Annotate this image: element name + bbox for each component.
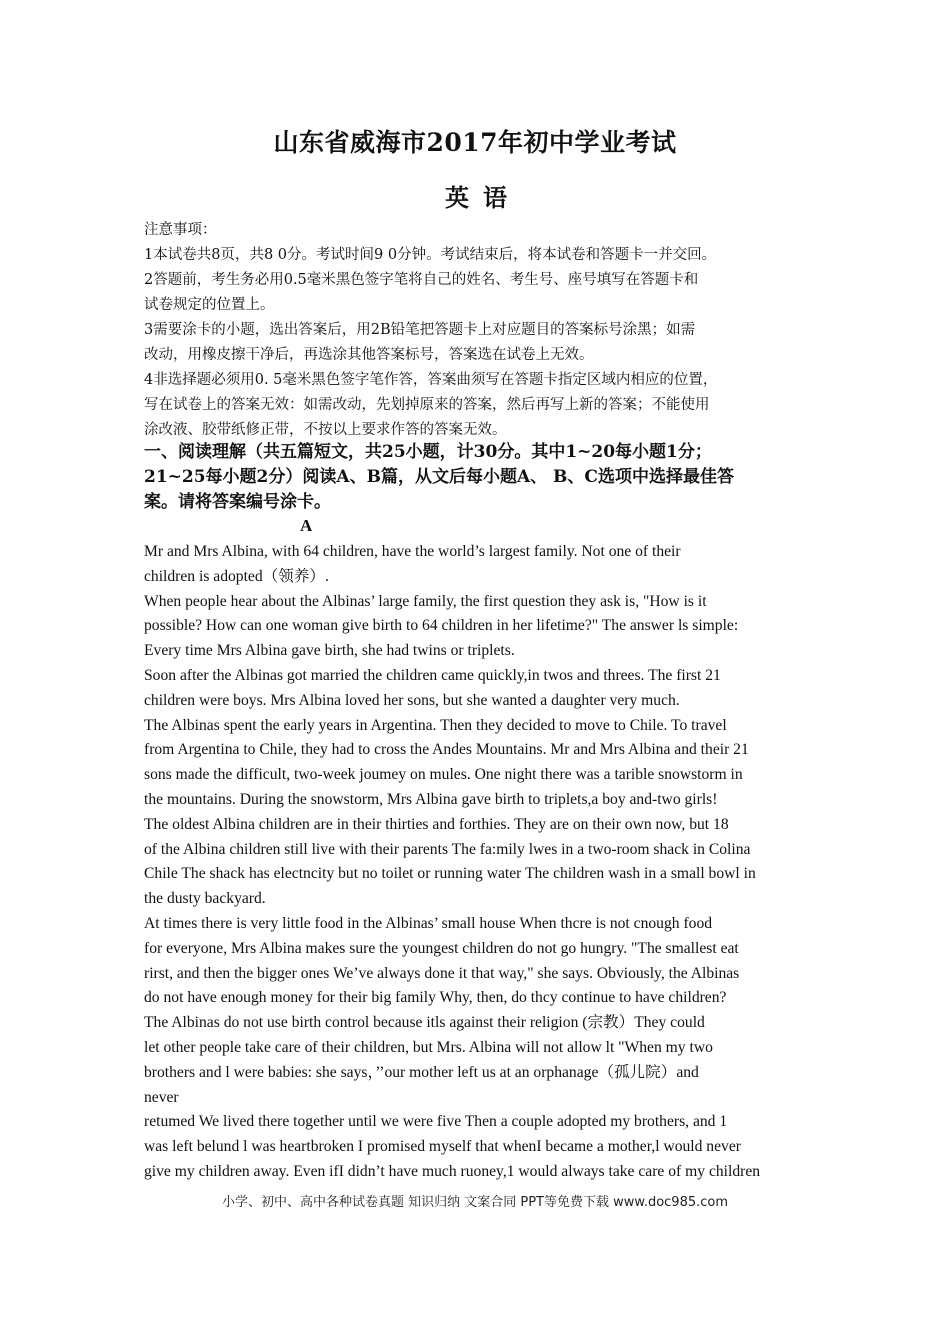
notice-line: 改动，用橡皮擦干净后，再选涂其他答案标号，答案选在试卷上无效。 <box>144 347 594 363</box>
passage-line: retumed We lived there together until we were five Then a couple adopted my brothers, and 1 <box>144 1113 728 1131</box>
exam-title: 山东省威海市2017年初中学业考试 <box>273 128 677 157</box>
passage-line: At times there is very little food in the Albinas’ small house When thcre is not cnough food <box>144 914 713 932</box>
section-line: 21~25每小题2分）阅读A、B篇，从文后每小题A、 B、C选项中选择最佳答 <box>144 467 734 487</box>
passage-line: children were boys. Mrs Albina loved her sons, but she wanted a daughter very much. <box>144 691 680 709</box>
section-line: 一、阅读理解（共五篇短文，共25小题，计30分。其中1~20每小题1分； <box>144 442 712 462</box>
section-instructions <box>144 440 814 515</box>
passage-line: The Albinas spent the early years in Argentina. Then they decided to move to Chile. To travel <box>144 716 727 734</box>
passage-line: Chile The shack has electncity but no toilet or running water The children wash in a small bowl in <box>144 865 756 883</box>
passage-line: the mountains. During the snowstorm, Mrs Albina gave birth to triplets,a boy and-two girls! <box>144 790 718 808</box>
notice-heading: 注意事项： <box>144 222 217 238</box>
passage-line: was left belund l was heartbroken I promised myself that whenI became a mother,l would never <box>144 1138 741 1156</box>
passage-line: Every time Mrs Albina gave birth, she had twins or triplets. <box>144 642 515 660</box>
notice-line: 3需要涂卡的小题，选出答案后，用2B铅笔把答题卡上对应题目的答案标号涂黑；如需 <box>144 322 696 338</box>
passage-line: from Argentina to Chile, they had to cross the Andes Mountains. Mr and Mrs Albina and their 21 <box>144 741 749 759</box>
passage-line: rirst, and then the bigger ones We’ve always done it that way," she says. Obviously, the Albinas <box>144 964 740 982</box>
passage-line: give my children away. Even ifI didn’t have much ruoney,1 would always take care of my children <box>144 1162 761 1180</box>
passage-line: do not have enough money for their big family Why, then, do thcy continue to have children? <box>144 989 727 1007</box>
notice-section <box>144 218 814 443</box>
notice-line: 2答题前，考生务必用0.5毫米黑色签字笔将自己的姓名、考生号、座号填写在答题卡和 <box>144 272 699 288</box>
passage-line: possible? How can one woman give birth to 64 children in her lifetime?" The answer ls simple: <box>144 617 739 635</box>
passage-line: of the Albina children still live with their parents The fa:mily lwes in a two-room shack in Colina <box>144 840 751 858</box>
passage-line: never <box>144 1088 179 1106</box>
passage-line: brothers and l were babies: she says，’’our mother left us at an orphanage（孤儿院）and <box>144 1063 699 1081</box>
notice-line: 1本试卷共8页，共8 0分。考试时间9 0分钟。考试结束后，将本试卷和答题卡一并交回。 <box>144 247 717 263</box>
passage-line: The oldest Albina children are in their thirties and forthies. They are on their own now, but 18 <box>144 815 729 833</box>
passage-line: the dusty backyard. <box>144 890 266 908</box>
notice-line: 试卷规定的位置上。 <box>144 297 275 313</box>
section-line: 案。请将答案编号涂卡。 <box>144 492 331 512</box>
passage-line: children is adopted（领养）. <box>144 567 329 585</box>
footer-text: 小学、初中、高中各种试卷真题 知识归纳 文案合同 PPT等免费下载 www.doc985.com <box>221 1195 729 1210</box>
passage-a <box>144 540 814 1185</box>
notice-line: 涂改液、胶带纸修正带，不按以上要求作答的答案无效。 <box>144 422 507 438</box>
passage-line: for everyone, Mrs Albina makes sure the youngest children do not go hungry. "The smallest eat <box>144 939 739 957</box>
passage-line: let other people take care of their children, but Mrs. Albina will not allow lt "When my two <box>144 1038 713 1056</box>
notice-line: 写在试卷上的答案无效：如需改动，先划掉原来的答案，然后再写上新的答案；不能使用 <box>144 397 710 413</box>
passage-line: sons made the difficult, two-week joumey on mules. One night there was a tarible snowstorm in <box>144 766 743 784</box>
passage-line: Soon after the Albinas got married the children came quickly,in twos and threes. The first 21 <box>144 666 721 684</box>
passage-line: Mr and Mrs Albina, with 64 children, have the world’s largest family. Not one of their <box>144 543 681 560</box>
notice-line: 4非选择题必须用0. 5毫米黑色签字笔作答，答案曲须写在答题卡指定区域内相应的位置， <box>144 372 718 388</box>
passage-line: The Albinas do not use birth control because itls against their religion (宗教）They could <box>144 1014 705 1032</box>
passage-label: A <box>300 516 313 535</box>
passage-line: When people hear about the Albinas’ large family, the first question they ask is, "How is it <box>144 592 707 610</box>
subject-title: 英语 <box>445 183 521 212</box>
